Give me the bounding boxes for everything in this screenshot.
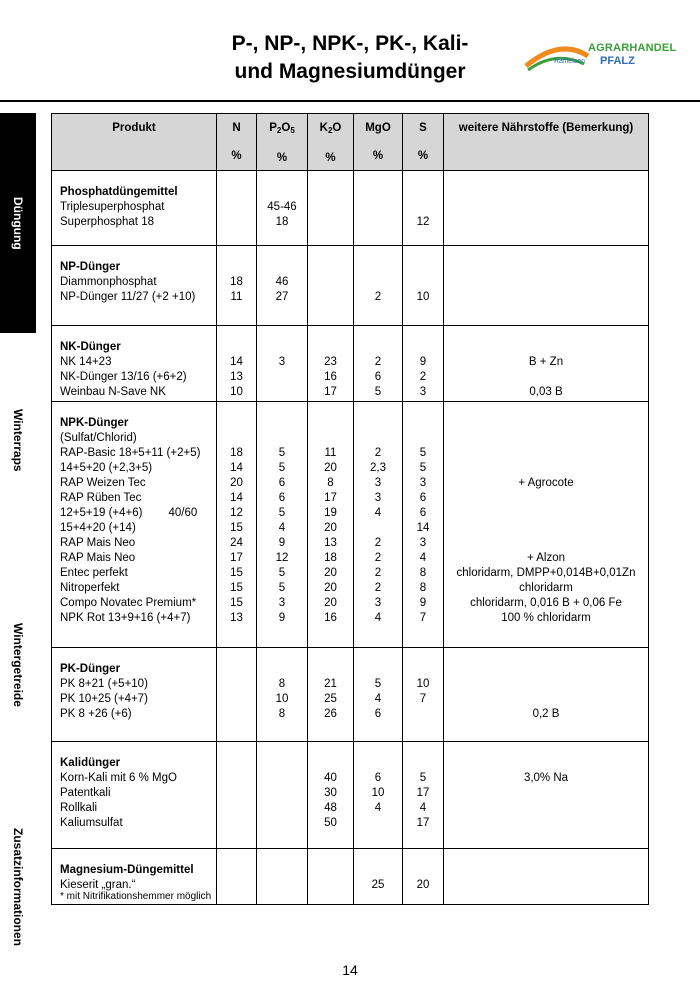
cell-value — [257, 385, 307, 400]
cell-value: 15 — [230, 522, 243, 534]
cell-value: 2 — [374, 356, 382, 368]
cell-value: 9 — [419, 356, 427, 368]
cell-value — [444, 446, 648, 461]
cell-value: + Agrocote — [518, 477, 574, 489]
cell-value: 40 — [324, 772, 337, 784]
cell-value — [444, 536, 648, 551]
cell-value: 11 — [230, 291, 243, 303]
cell-value — [444, 461, 648, 476]
cell-value — [403, 707, 443, 722]
side-tab-winterraps[interactable] — [0, 360, 36, 520]
k-cell — [308, 402, 354, 648]
cell-value — [257, 771, 307, 786]
n-cell — [217, 648, 257, 742]
product-name: Korn-Kali mit 6 % MgO — [60, 772, 177, 784]
p-cell — [257, 742, 308, 849]
cell-value: 3 — [374, 477, 382, 489]
cell-value: 27 — [275, 291, 289, 303]
n-cell — [217, 326, 257, 402]
cell-value: 8 — [419, 582, 427, 594]
product-name: Triplesuperphosphat — [60, 201, 165, 213]
cell-value: 7 — [419, 693, 427, 705]
cell-value — [354, 521, 402, 536]
cell-value: 16 — [324, 371, 337, 383]
product-name: 12+5+19 (+4+6) 40/60 — [60, 507, 198, 519]
s-cell — [403, 648, 444, 742]
company-logo — [522, 36, 687, 76]
cell-value: 15 — [230, 567, 243, 579]
table-row-group — [52, 246, 649, 326]
k-cell — [308, 171, 354, 246]
p-cell — [257, 246, 308, 326]
cell-value: 5 — [278, 447, 286, 459]
cell-value — [403, 275, 443, 290]
mgo-cell — [354, 171, 403, 246]
cell-value: 25 — [371, 879, 385, 891]
n-cell — [217, 742, 257, 849]
p-cell — [257, 648, 308, 742]
cell-value: 8 — [327, 477, 334, 489]
notes-cell — [444, 246, 649, 326]
table-row-group — [52, 171, 649, 246]
cell-value: 3 — [419, 386, 427, 398]
table-header-row — [52, 114, 649, 171]
n-cell — [217, 246, 257, 326]
cell-value: 5 — [419, 772, 427, 784]
column-header-k2o: $K_2O$ % — [308, 114, 354, 171]
cell-value: 9 — [278, 537, 286, 549]
notes-cell — [444, 648, 649, 742]
cell-value — [308, 200, 353, 215]
group-title: Magnesium-Düngemittel — [60, 864, 194, 876]
k-cell — [308, 849, 354, 905]
product-name: Nitroperfekt — [60, 582, 120, 594]
cell-value: 5 — [419, 447, 427, 459]
logo-sub-big: PFALZ — [600, 55, 635, 67]
s-cell — [403, 246, 444, 326]
cell-value: 6 — [374, 772, 382, 784]
cell-value: 45-46 — [267, 201, 297, 213]
cell-value: 12 — [416, 216, 430, 228]
cell-value — [444, 786, 648, 801]
product-name: NP-Dünger 11/27 (+2 +10) — [60, 291, 196, 303]
product-name: Kaliumsulfat — [60, 817, 123, 829]
cell-value: 14 — [230, 462, 243, 474]
cell-value: 6 — [278, 492, 286, 504]
cell-value: 0,2 B — [532, 708, 560, 720]
cell-value — [257, 878, 307, 893]
cell-value: 6 — [419, 492, 427, 504]
logo-sub-small: Raiffeisen — [554, 58, 586, 65]
s-cell — [403, 326, 444, 402]
cell-value — [257, 816, 307, 831]
cell-value: 2 — [374, 582, 382, 594]
page-title-line-2: und Magnesiumdünger — [234, 60, 466, 83]
s-cell — [403, 849, 444, 905]
product-name: PK 8 +26 (+6) — [60, 708, 132, 720]
cell-value: 17 — [324, 492, 337, 504]
product-name: Compo Novatec Premium* — [60, 597, 197, 609]
mgo-cell — [354, 648, 403, 742]
side-tab-label: Zusatzinformationen — [11, 828, 25, 947]
table-row-group — [52, 742, 649, 849]
product-name: RAP Weizen Tec — [60, 477, 146, 489]
cell-value: 5 — [278, 507, 286, 519]
cell-value — [217, 707, 256, 722]
cell-value: 14 — [230, 356, 243, 368]
cell-value: 5 — [374, 386, 382, 398]
cell-value: 2 — [374, 291, 382, 303]
cell-value: 2 — [374, 552, 382, 564]
logo-name: AGRARHANDEL — [588, 42, 677, 54]
cell-value: 6 — [278, 477, 286, 489]
cell-value — [444, 200, 648, 215]
cell-value — [444, 801, 648, 816]
product-cell — [52, 402, 217, 648]
page-title — [150, 30, 550, 86]
cell-value: 3 — [278, 356, 286, 368]
cell-value: 4 — [419, 552, 427, 564]
cell-value: 5 — [278, 567, 286, 579]
fertilizer-table — [51, 113, 648, 905]
cell-value — [217, 801, 256, 816]
group-title: NK-Dünger — [60, 341, 121, 353]
product-name: Entec perfekt — [60, 567, 128, 579]
product-name: RAP Mais Neo — [60, 537, 136, 549]
cell-value — [308, 290, 353, 305]
mgo-cell — [354, 326, 403, 402]
group-title: NP-Dünger — [60, 261, 121, 273]
column-header-mgo: MgO % — [354, 114, 403, 171]
cell-value: 3 — [419, 477, 427, 489]
cell-value — [217, 771, 256, 786]
cell-value — [217, 786, 256, 801]
p-cell — [257, 171, 308, 246]
n-cell — [217, 171, 257, 246]
cell-value: 48 — [324, 802, 337, 814]
p-cell — [257, 849, 308, 905]
cell-value: 18 — [230, 447, 243, 459]
cell-value: 3 — [374, 597, 382, 609]
mgo-cell — [354, 402, 403, 648]
product-name: RAP-Basic 18+5+11 (+2+5) — [60, 447, 201, 459]
notes-cell — [444, 402, 649, 648]
cell-value — [444, 290, 648, 305]
cell-value — [354, 816, 402, 831]
cell-value: 18 — [324, 552, 337, 564]
cell-value: chloridarm, DMPP+0,014B+0,01Zn — [456, 567, 636, 579]
cell-value: 10 — [416, 678, 430, 690]
product-name: RAP Rüben Tec — [60, 492, 142, 504]
product-name: PK 8+21 (+5+10) — [60, 678, 148, 690]
column-header-s: S % — [403, 114, 444, 171]
cell-value: 9 — [419, 597, 427, 609]
side-tab-wintergetreide[interactable] — [0, 590, 36, 740]
cell-value: 13 — [324, 537, 337, 549]
cell-value: 20 — [324, 522, 337, 534]
s-cell — [403, 171, 444, 246]
mgo-cell — [354, 742, 403, 849]
n-cell — [217, 402, 257, 648]
cell-value: 18 — [230, 276, 243, 288]
product-cell — [52, 648, 217, 742]
cell-value — [308, 275, 353, 290]
side-tab-zusatzinformationen[interactable] — [0, 800, 36, 975]
k-cell — [308, 648, 354, 742]
product-name: Superphosphat 18 — [60, 216, 154, 228]
cell-value — [217, 677, 256, 692]
cell-value: 14 — [416, 522, 430, 534]
page-title-line-1: P-, NP-, NPK-, PK-, Kali- — [231, 32, 469, 55]
product-name: NK-Dünger 13/16 (+6+2) — [60, 371, 187, 383]
cell-value: 20 — [416, 879, 430, 891]
mgo-cell — [354, 246, 403, 326]
cell-value — [354, 275, 402, 290]
cell-value — [217, 878, 256, 893]
column-header-product: Produkt — [52, 114, 217, 171]
cell-value: 0,03 B — [529, 386, 563, 398]
table-row-group — [52, 402, 649, 648]
cell-value: 24 — [230, 537, 243, 549]
cell-value: 4 — [419, 802, 427, 814]
product-cell — [52, 742, 217, 849]
cell-value — [444, 692, 648, 707]
cell-value: 12 — [230, 507, 243, 519]
product-name: Weinbau N-Save NK — [60, 386, 166, 398]
cell-value: 16 — [324, 612, 337, 624]
cell-value: 20 — [324, 582, 337, 594]
cell-value: 15 — [230, 597, 243, 609]
cell-value — [444, 506, 648, 521]
cell-value: 23 — [324, 356, 337, 368]
cell-value: 2 — [374, 447, 382, 459]
cell-value — [444, 677, 648, 692]
cell-value: 5 — [374, 678, 382, 690]
cell-value: 6 — [419, 507, 427, 519]
cell-value — [354, 200, 402, 215]
cell-value: 10 — [416, 291, 430, 303]
cell-value: 46 — [275, 276, 289, 288]
cell-value — [444, 521, 648, 536]
cell-value: 20 — [324, 597, 337, 609]
product-name: PK 10+25 (+4+7) — [60, 693, 148, 705]
mgo-cell — [354, 849, 403, 905]
cell-value: 9 — [278, 612, 286, 624]
product-name: Patentkali — [60, 787, 111, 799]
cell-value — [217, 215, 256, 230]
group-subtitle: (Sulfat/Chlorid) — [60, 432, 137, 444]
cell-value — [444, 275, 648, 290]
header-divider — [0, 100, 700, 102]
cell-value: 7 — [419, 612, 427, 624]
cell-value: 50 — [324, 817, 337, 829]
cell-value: B + Zn — [528, 356, 564, 368]
cell-value: 8 — [278, 678, 286, 690]
cell-value: 2 — [374, 537, 382, 549]
notes-cell — [444, 849, 649, 905]
cell-value: 8 — [419, 567, 427, 579]
cell-value: 10 — [275, 693, 289, 705]
cell-value: 26 — [324, 708, 337, 720]
k-cell — [308, 742, 354, 849]
product-name: Kieserit „gran.“ — [60, 879, 136, 891]
cell-value: chloridarm, 0,016 B + 0,06 Fe — [470, 597, 622, 609]
cell-value — [444, 878, 648, 893]
cell-value: 3,0% Na — [523, 772, 569, 784]
cell-value: 4 — [374, 612, 382, 624]
p-cell — [257, 402, 308, 648]
cell-value — [217, 200, 256, 215]
column-header-p2o5: $P_2O_5$ % — [257, 114, 308, 171]
notes-cell — [444, 742, 649, 849]
cell-value: 17 — [230, 552, 243, 564]
cell-value — [308, 215, 353, 230]
side-tab-label: Düngung — [11, 196, 25, 250]
cell-value — [444, 215, 648, 230]
cell-value: 20 — [324, 462, 337, 474]
product-name: NPK Rot 13+9+16 (+4+7) — [60, 612, 191, 624]
cell-value: 12 — [275, 552, 289, 564]
product-name: Diammonphosphat — [60, 276, 157, 288]
cell-value: 3 — [374, 492, 382, 504]
cell-value: 4 — [374, 802, 382, 814]
product-name: RAP Mais Neo — [60, 552, 136, 564]
p-cell — [257, 326, 308, 402]
product-name: NK 14+23 — [60, 356, 112, 368]
cell-value: 13 — [230, 612, 243, 624]
product-cell — [52, 326, 217, 402]
cell-value — [257, 370, 307, 385]
s-cell — [403, 402, 444, 648]
k-cell — [308, 326, 354, 402]
cell-value: 13 — [230, 371, 243, 383]
cell-value — [354, 215, 402, 230]
cell-value: 20 — [230, 477, 243, 489]
cell-value: 100 % chloridarm — [501, 612, 591, 624]
cell-value: 18 — [275, 216, 289, 228]
cell-value: + Alzon — [526, 552, 566, 564]
cell-value: 8 — [278, 708, 286, 720]
cell-value: 14 — [230, 492, 243, 504]
side-tab-label: Winterraps — [11, 408, 25, 472]
cell-value — [444, 491, 648, 506]
side-tab-label: Wintergetreide — [11, 623, 25, 707]
cell-value: 6 — [374, 708, 382, 720]
product-name: 15+4+20 (+14) — [60, 522, 136, 534]
footnote: * mit Nitrifikationshemmer möglich — [60, 891, 212, 902]
n-cell — [217, 849, 257, 905]
cell-value: 30 — [324, 787, 337, 799]
page-number: 14 — [342, 962, 358, 978]
group-title: Kalidünger — [60, 757, 121, 769]
cell-value: 25 — [324, 693, 337, 705]
cell-value: 4 — [278, 522, 286, 534]
cell-value: 4 — [374, 693, 382, 705]
cell-value: 17 — [416, 787, 430, 799]
group-title: Phosphatdüngemittel — [60, 186, 178, 198]
cell-value: 11 — [324, 447, 337, 459]
cell-value: 5 — [419, 462, 427, 474]
cell-value: 10 — [371, 787, 385, 799]
cell-value: 6 — [374, 371, 382, 383]
column-header-n: N % — [217, 114, 257, 171]
table-row-group — [52, 648, 649, 742]
cell-value — [217, 692, 256, 707]
cell-value — [403, 200, 443, 215]
group-title: NPK-Dünger — [60, 417, 129, 429]
cell-value: 20 — [324, 567, 337, 579]
product-extra: 40/60 — [168, 507, 198, 519]
notes-cell — [444, 171, 649, 246]
side-tab-duengung[interactable] — [0, 113, 36, 333]
cell-value: 15 — [230, 582, 243, 594]
table-row-group — [52, 326, 649, 402]
cell-value: 2 — [374, 567, 382, 579]
k-cell — [308, 246, 354, 326]
cell-value: 17 — [416, 817, 430, 829]
cell-value: 17 — [324, 386, 337, 398]
cell-value: chloridarm — [519, 582, 573, 594]
cell-value: 5 — [278, 462, 286, 474]
cell-value — [217, 816, 256, 831]
cell-value: 21 — [324, 678, 337, 690]
cell-value: 5 — [278, 582, 286, 594]
cell-value — [308, 878, 353, 893]
cell-value — [257, 801, 307, 816]
notes-cell — [444, 326, 649, 402]
product-name: Rollkali — [60, 802, 98, 814]
product-cell — [52, 246, 217, 326]
cell-value: 2,3 — [370, 462, 386, 474]
product-cell — [52, 171, 217, 246]
cell-value: 4 — [374, 507, 382, 519]
column-header-notes: weitere Nährstoffe (Bemerkung) — [444, 114, 649, 171]
cell-value: 19 — [324, 507, 337, 519]
group-title: PK-Dünger — [60, 663, 121, 675]
cell-value — [444, 816, 648, 831]
cell-value — [444, 370, 648, 385]
cell-value — [257, 786, 307, 801]
s-cell — [403, 742, 444, 849]
cell-value: 3 — [419, 537, 427, 549]
cell-value: 2 — [419, 371, 427, 383]
cell-value: 10 — [230, 386, 243, 398]
cell-value: 3 — [278, 597, 286, 609]
product-name: 14+5+20 (+2,3+5) — [60, 462, 153, 474]
